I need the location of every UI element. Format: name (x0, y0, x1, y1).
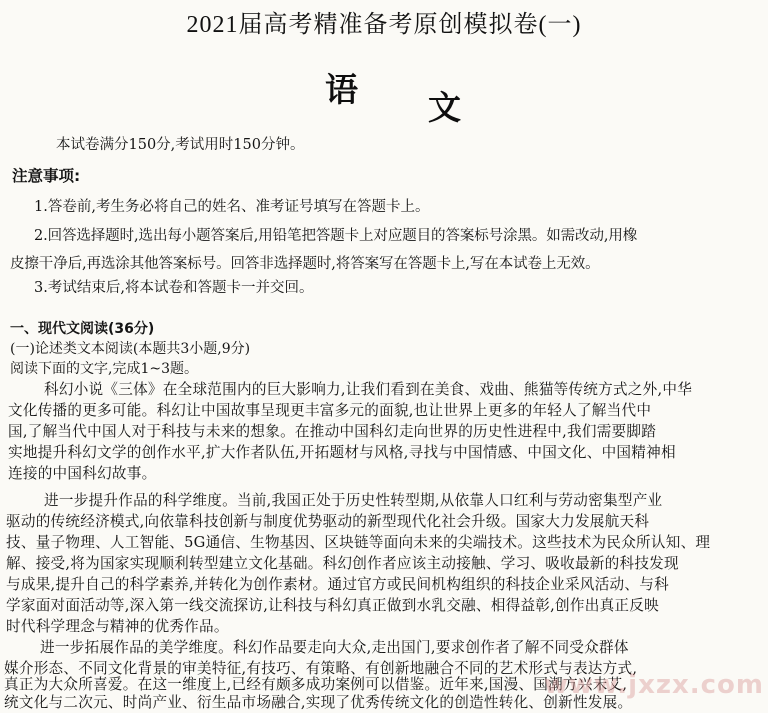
passage-line: 学家面对面活动等,深入第一线交流探访,让科技与科幻真正做到水乳交融、相得益彰,创作出真正反映 (6, 597, 659, 614)
passage-line: 进一步拓展作品的美学维度。科幻作品要走向大众,走出国门,要求创作者了解不同受众群体 (40, 639, 629, 656)
passage-line: 真正为大众所喜爱。在这一维度上,已经有颇多成功案例可以借鉴。近年来,国漫、国潮方兴未艾, (4, 676, 628, 693)
passage-line: 驱动的传统经济模式,向依靠科技创新与制度优势驱动的新型现代化社会升级。国家大力发展航天科 (6, 513, 650, 530)
passage-line: 技、量子物理、人工智能、5G通信、生物基因、区块链等面向未来的尖端技术。这些技术为民众所认知、理 (6, 534, 711, 551)
notice-item-3: 3.考试结束后,将本试卷和答题卡一并交回。 (34, 280, 314, 296)
passage-line: 国,了解当代中国人对于科技与未来的想象。在推动中国科幻走向世界的历史性进程中,我们需要脚踏 (8, 423, 657, 440)
reading-instruction: 阅读下面的文字,完成1~3题。 (10, 361, 198, 377)
exam-title: 2021届高考精准备考原创模拟卷(一) (186, 12, 582, 38)
notice-item-1: 1.答卷前,考生务必将自己的姓名、准考证号填写在答题卡上。 (34, 199, 430, 215)
notice-heading: 注意事项: (12, 167, 81, 185)
passage-line: 时代科学理念与精神的优秀作品。 (6, 618, 229, 635)
section-heading: 一、现代文阅读(36分) (10, 321, 155, 337)
notice-item-2: 2.回答选择题时,选出每小题答案后,用铅笔把答题卡上对应题目的答案标号涂黑。如需改动,用橡 (34, 228, 638, 244)
passage-line: 进一步提升作品的科学维度。当前,我国正处于历史性转型期,从依靠人口红利与劳动密集型产业 (44, 492, 663, 509)
passage-line: 实地提升科幻文学的创作水平,扩大作者队伍,开拓题材与风格,寻找与中国情感、中国文化、中国精神相 (8, 444, 676, 461)
passage-line: 媒介形态、不同文化背景的审美特征,有技巧、有策略、有创新地融合不同的艺术形式与表达方式, (4, 660, 638, 677)
subsection-heading: (一)论述类文本阅读(本题共3小题,9分) (10, 341, 251, 357)
notice-item-2-cont: 皮擦干净后,再选涂其他答案标号。回答非选择题时,将答案写在答题卡上,写在本试卷上无效。 (10, 256, 600, 272)
passage-line: 文化传播的更多可能。科幻让中国故事呈现更丰富多元的面貌,也让世界上更多的年轻人了解当代中 (8, 402, 652, 419)
subject-char-2: 文 (428, 88, 461, 127)
passage-line: 科幻小说《三体》在全球范围内的巨大影响力,让我们看到在美食、戏曲、熊猫等传统方式之外,中华 (44, 381, 693, 398)
subject-heading (0, 64, 768, 127)
watermark: www.jxzx.com (543, 670, 764, 700)
passage-line: 统文化与二次元、时尚产业、衍生品市场融合,实现了优秀传统文化的创造性转化、创新性发展。 (4, 694, 633, 711)
passage-line: 解、接受,将为国家实现顺利转型建立文化基础。科幻创作者应该主动接触、学习、吸收最新的科技发现 (6, 555, 679, 572)
subject-char-1: 语 (325, 70, 358, 109)
passage-line: 与成果,提升自己的科学素养,并转化为创作素材。通过官方或民间机构组织的科技企业采风活动、与科 (6, 576, 669, 593)
passage-line: 连接的中国科幻故事。 (8, 465, 157, 482)
intro-text: 本试卷满分150分,考试用时150分钟。 (56, 137, 305, 153)
